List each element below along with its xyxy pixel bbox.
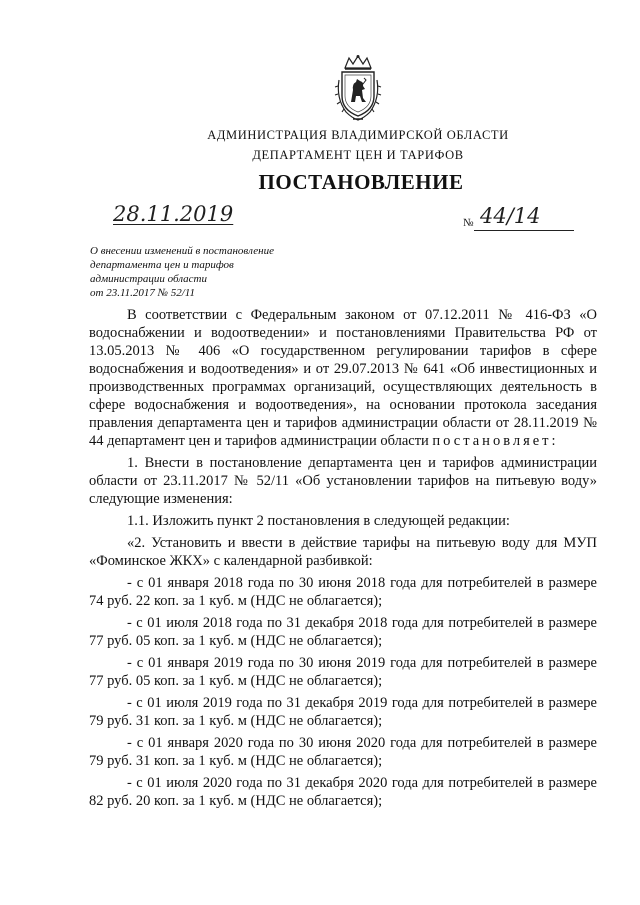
item-1-paragraph: 1. Внести в постановление департамента цен и тарифов администрации области от 23.11.2017 № 52/11 «Об установлении тарифов на питьевую воду» следующие изменения: <box>89 455 597 507</box>
tariff-paragraph: - с 01 июля 2020 года по 31 декабря 2020 года для потребителей в размере 82 руб. 20 коп. за 1 куб. м (НДС не облагается); <box>89 775 597 809</box>
tariff-paragraph: - с 01 января 2018 года по 30 июня 2018 года для потребителей в размере 74 руб. 22 коп. за 1 куб. м (НДС не облагается); <box>89 575 597 609</box>
organization-name: АДМИНИСТРАЦИЯ ВЛАДИМИРСКОЙ ОБЛАСТИ <box>207 128 509 142</box>
document-number: 44/14 <box>480 204 541 228</box>
tariff-paragraph: - с 01 июля 2018 года по 31 декабря 2018 года для потребителей в размере 77 руб. 05 коп. за 1 куб. м (НДС не облагается); <box>89 615 597 649</box>
tariff-paragraph: - с 01 июля 2019 года по 31 декабря 2019 года для потребителей в размере 79 руб. 31 коп. за 1 куб. м (НДС не облагается); <box>89 695 597 729</box>
subject-line: департамента цен и тарифов <box>90 259 234 271</box>
subject-line: О внесении изменений в постановление <box>90 245 274 257</box>
tariff-paragraph: - с 01 января 2019 года по 30 июня 2019 года для потребителей в размере 77 руб. 05 коп. за 1 куб. м (НДС не облагается); <box>89 655 597 689</box>
document-date: 28.11.2019 <box>113 202 234 226</box>
document-title: ПОСТАНОВЛЕНИЕ <box>258 170 464 194</box>
number-underline <box>474 230 574 231</box>
item-2-paragraph: «2. Установить и ввести в действие тарифы на питьевую воду для МУП «Фоминское ЖКХ» с календарной разбивкой: <box>89 535 597 569</box>
number-label: № <box>463 217 474 229</box>
item-1-1-paragraph: 1.1. Изложить пункт 2 постановления в следующей редакции: <box>127 513 510 529</box>
document-body <box>89 306 597 814</box>
document-subject <box>90 244 350 300</box>
subject-line: администрации области <box>90 273 207 285</box>
subject-line: от 23.11.2017 № 52/11 <box>90 287 195 299</box>
department-name: ДЕПАРТАМЕНТ ЦЕН И ТАРИФОВ <box>252 148 464 162</box>
preamble-verb: постановляет: <box>432 433 559 449</box>
preamble-paragraph <box>89 306 597 450</box>
coat-of-arms-icon <box>333 54 383 122</box>
tariff-paragraph: - с 01 января 2020 года по 30 июня 2020 года для потребителей в размере 79 руб. 31 коп. за 1 куб. м (НДС не облагается); <box>89 735 597 769</box>
preamble-text: В соответствии с Федеральным законом от 07.12.2011 № 416-ФЗ «О водоснабжении и водоотведении» и постановлениями Правительства РФ от 13.05.2013 № 406 «О государственном регулировании тарифов в сфере водоснабжения и водоотведения» и от 29.07.2013 № 641 «Об инвестиционных и производственных программах организаций, осуществляющих деятельность в сфере водоснабжения и водоотведения», на основании протокола заседания правления департамента цен и тарифов администрации области от 28.11.2019 № 44 департамент цен и тарифов администрации области <box>89 307 597 449</box>
